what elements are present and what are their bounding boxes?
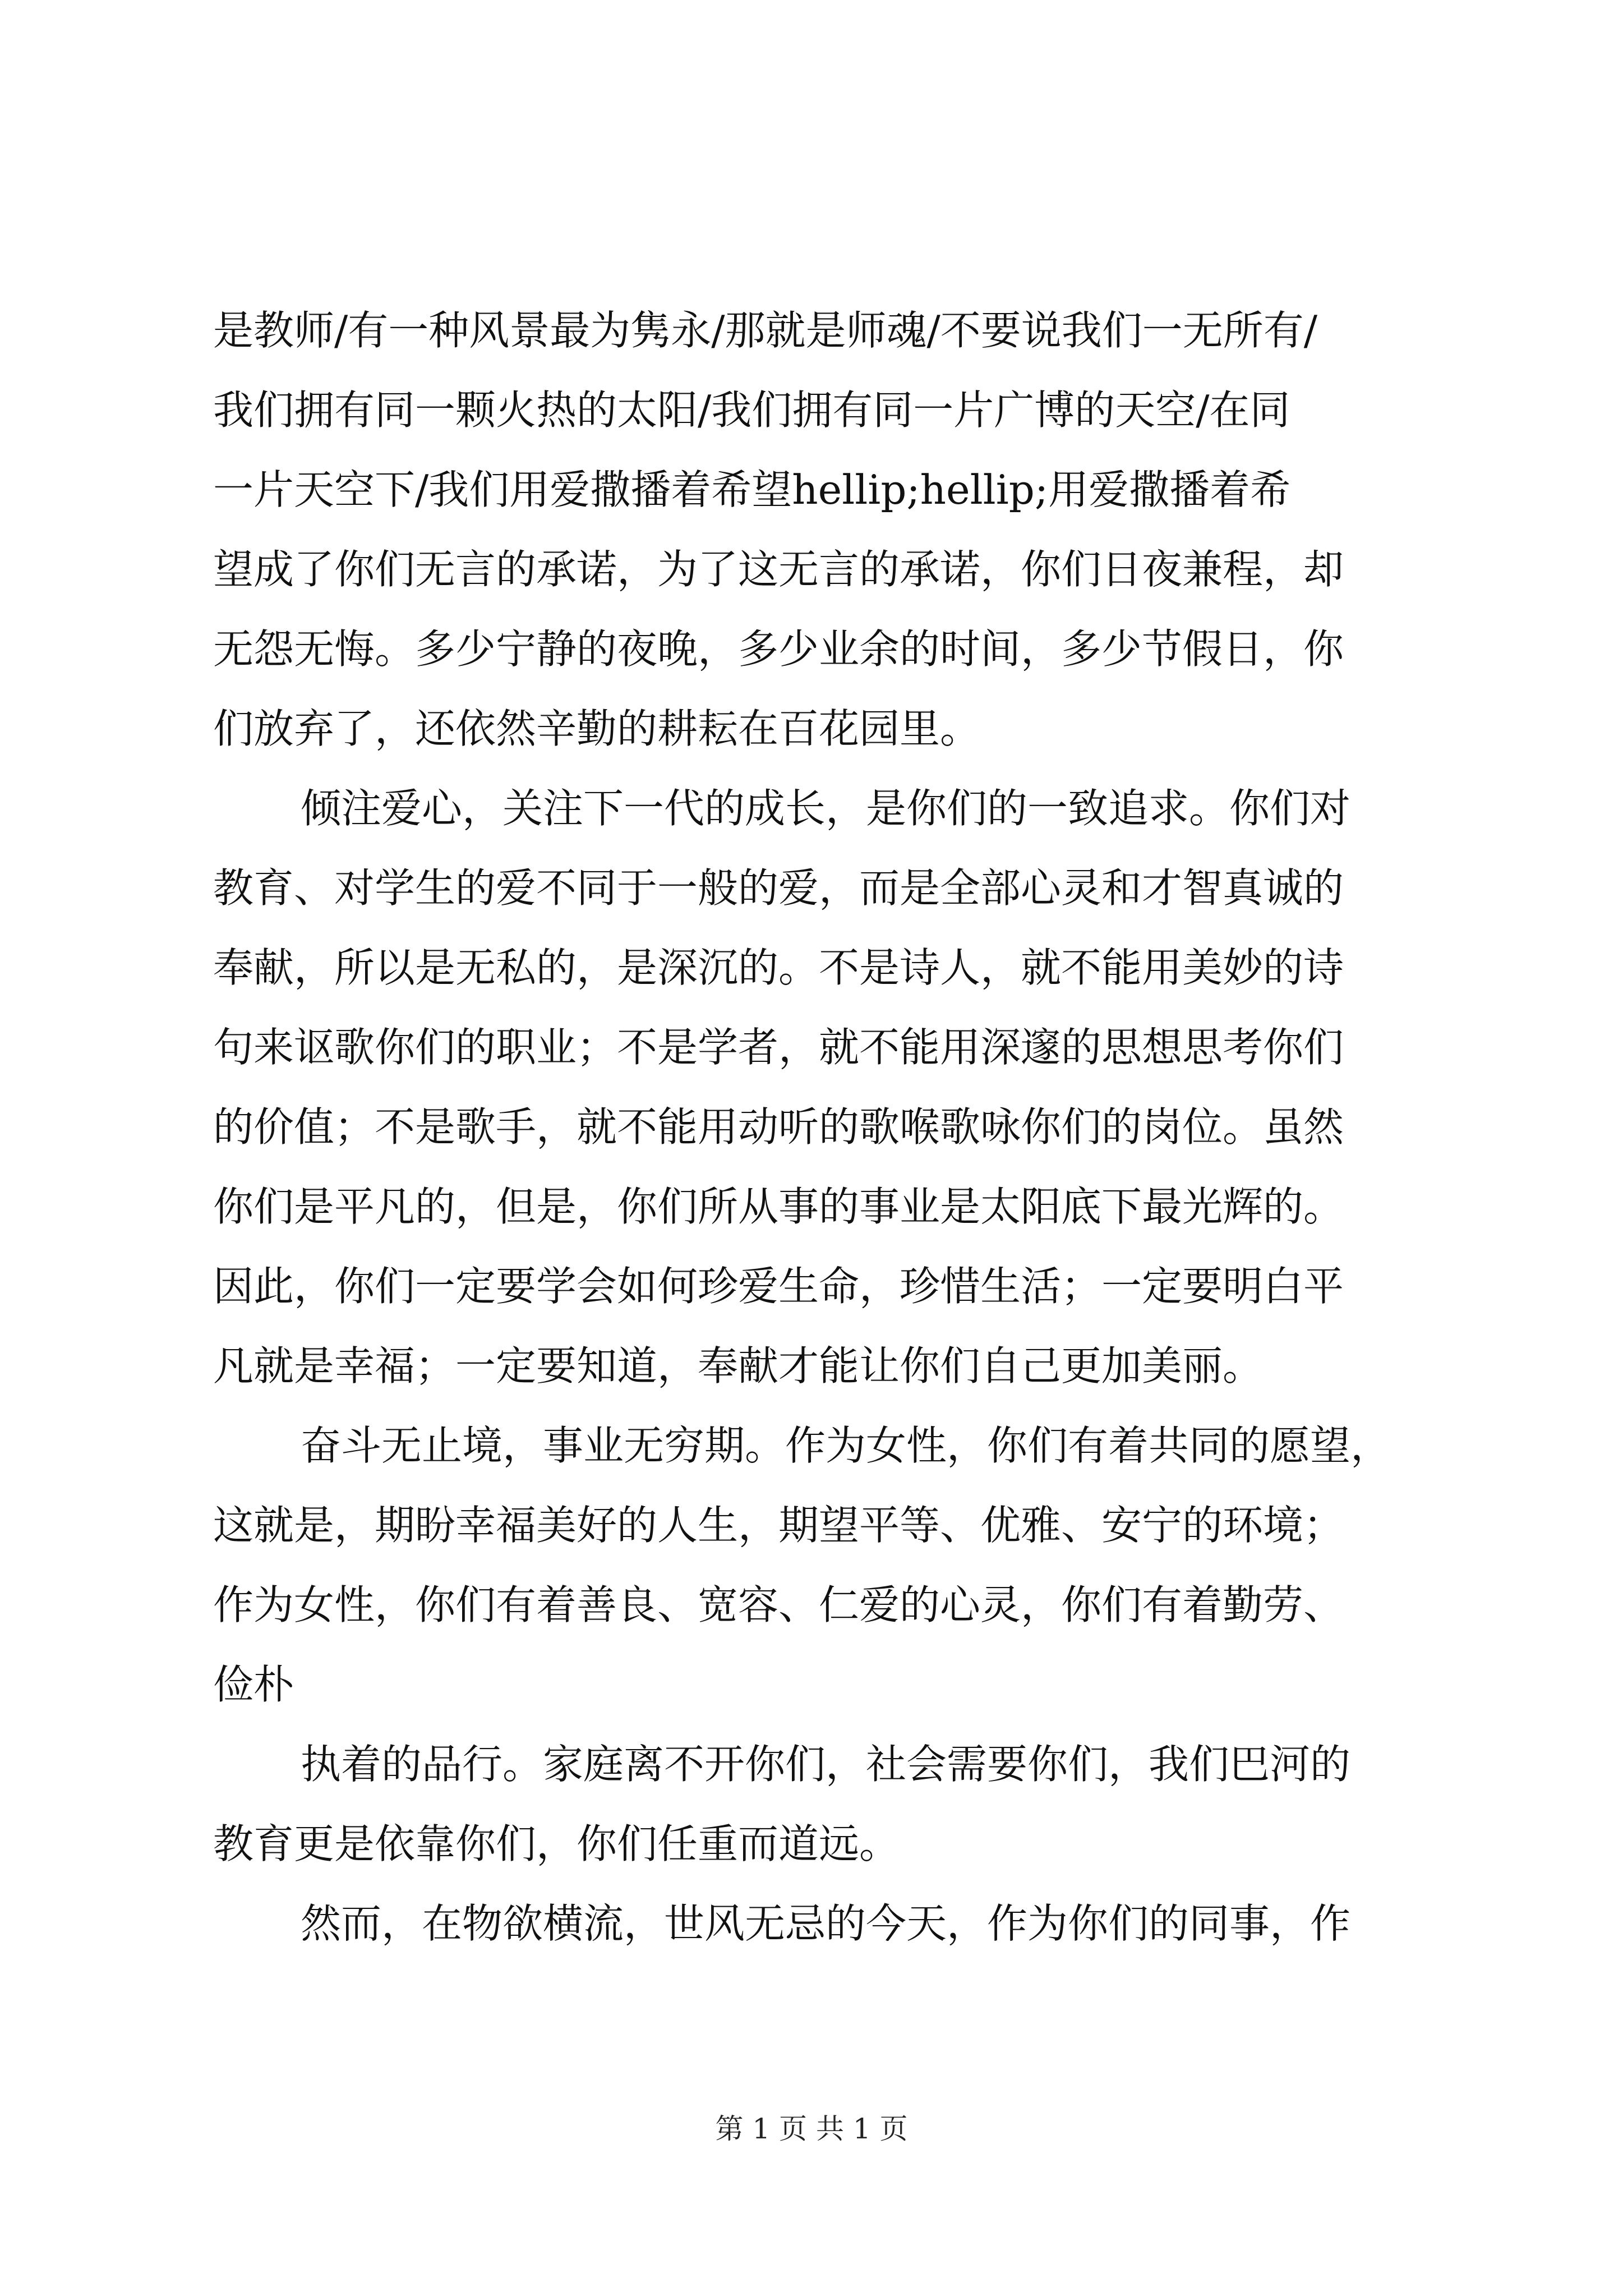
- paragraph: [213, 1884, 1436, 1963]
- text-line: 我们拥有同一颗火热的太阳/我们拥有同一片广博的天空/在同: [213, 386, 1290, 434]
- text-line: 这就是，期盼幸福美好的人生，期望平等、优雅、安宁的环境；: [213, 1502, 1344, 1549]
- text-line: 句来讴歌你们的职业；不是学者，就不能用深邃的思想思考你们: [213, 1024, 1344, 1071]
- text-line: 奉献，所以是无私的，是深沉的。不是诗人，就不能用美妙的诗: [213, 944, 1344, 991]
- text-line: 你们是平凡的，但是，你们所从事的事业是太阳底下最光辉的。: [213, 1183, 1344, 1230]
- text-line: 奋斗无止境，事业无穷期。作为女性，你们有着共同的愿望，: [301, 1422, 1391, 1469]
- text-line: 是教师/有一种风景最为隽永/那就是师魂/不要说我们一无所有/: [213, 307, 1318, 354]
- text-line: 们放弃了，还依然辛勤的耕耘在百花园里。: [213, 705, 981, 752]
- text-line: 因此，你们一定要学会如何珍爱生命，珍惜生活；一定要明白平: [213, 1263, 1344, 1310]
- text-line: 俭朴: [213, 1661, 294, 1708]
- text-line: 倾注爱心，关注下一代的成长，是你们的一致追求。你们对: [301, 785, 1351, 832]
- text-line: 的价值；不是歌手，就不能用动听的歌喉歌咏你们的岗位。虽然: [213, 1103, 1344, 1151]
- document-body: [213, 291, 1436, 1963]
- paragraph: [213, 291, 1436, 769]
- text-line: 望成了你们无言的承诺，为了这无言的承诺，你们日夜兼程，却: [213, 546, 1344, 593]
- text-line: 执着的品行。家庭离不开你们，社会需要你们，我们巴河的: [301, 1741, 1351, 1788]
- text-line: 然而，在物欲横流，世风无忌的今天，作为你们的同事，作: [301, 1900, 1351, 1947]
- page-footer: 第 1 页 共 1 页: [715, 2113, 908, 2145]
- text-line: 凡就是幸福；一定要知道，奉献才能让你们自己更加美丽。: [213, 1342, 1264, 1389]
- text-line: 一片天空下/我们用爱撒播着希望hellip;hellip;用爱撒播着希: [213, 466, 1291, 513]
- paragraph: [213, 1724, 1436, 1884]
- paragraph: [213, 1406, 1436, 1724]
- text-line: 作为女性，你们有着善良、宽容、仁爱的心灵，你们有着勤劳、: [213, 1581, 1344, 1628]
- text-line: 无怨无悔。多少宁静的夜晚，多少业余的时间，多少节假日，你: [213, 625, 1344, 673]
- text-line: 教育更是依靠你们，你们任重而道远。: [213, 1820, 900, 1867]
- text-line: 教育、对学生的爱不同于一般的爱，而是全部心灵和才智真诚的: [213, 864, 1344, 912]
- paragraph: [213, 769, 1436, 1406]
